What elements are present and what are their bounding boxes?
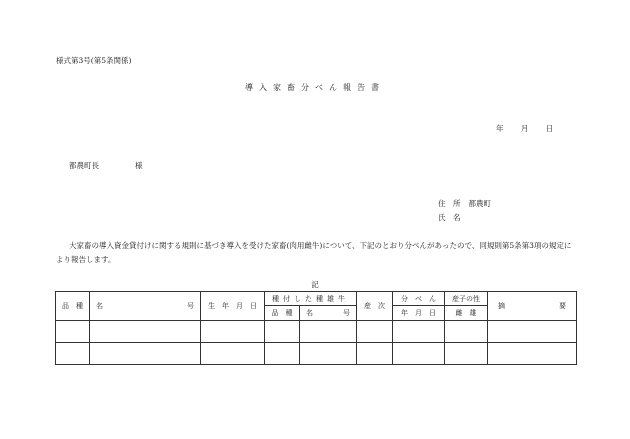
address-value: 都農町: [468, 199, 491, 208]
name-label: 氏 名: [438, 213, 461, 222]
day-label: 日: [545, 124, 554, 133]
cell-parity[interactable]: [357, 343, 393, 365]
form-number: 様式第3号(第5条関係): [56, 56, 132, 65]
header-remarks: [488, 292, 577, 321]
month-label: 月: [520, 124, 529, 133]
header-birth-date: 生 年 月 日: [201, 292, 265, 321]
document-title: 導入家畜分べん報告書: [245, 83, 385, 92]
header-remarks-2: 要: [559, 302, 566, 310]
cell-remarks[interactable]: [488, 321, 577, 343]
header-name-number: [90, 292, 201, 321]
cell-sire-name-number[interactable]: [300, 343, 357, 365]
cell-breed[interactable]: [56, 343, 90, 365]
header-calving-date: 年 月 日: [393, 306, 445, 321]
cell-parity[interactable]: [357, 321, 393, 343]
header-calf-sex: 産子の性: [445, 292, 488, 306]
addressee-honorific: 様: [135, 161, 143, 170]
header-sire-name-number: [300, 306, 357, 321]
record-label: 記: [311, 280, 319, 289]
header-parity: 産 次: [357, 292, 393, 321]
year-label: 年: [496, 124, 504, 133]
cell-calving-date[interactable]: [393, 343, 445, 365]
header-sire-number: 号: [343, 309, 350, 317]
cell-calving-date[interactable]: [393, 321, 445, 343]
header-name: 名: [96, 302, 103, 310]
applicant-name: [438, 214, 461, 222]
applicant-address: [438, 200, 491, 208]
report-table: [55, 291, 577, 365]
header-breed: 品 種: [56, 292, 90, 321]
cell-sire-breed[interactable]: [265, 321, 300, 343]
cell-name-number[interactable]: [90, 321, 201, 343]
table-row: [56, 343, 577, 365]
addressee: [69, 162, 143, 170]
header-sire-name: 名: [306, 309, 313, 317]
cell-birth-date[interactable]: [201, 321, 265, 343]
cell-breed[interactable]: [56, 321, 90, 343]
addressee-name: 都農町長: [69, 161, 99, 170]
header-calving: 分 べ ん: [393, 292, 445, 306]
date-line: [496, 125, 553, 133]
address-label: 住 所: [438, 199, 461, 208]
header-calf-sex-values: 雌 雄: [445, 306, 488, 321]
report-body: 大家畜の導入資金貸付けに関する規則に基づき導入を受けた家畜(肉用雌牛)について、下記のとおり分べんがあったので、同規則第5条第3項の規定により報告します。: [56, 241, 572, 264]
table-row: [56, 321, 577, 343]
header-sire: 種付した種雄牛: [265, 292, 357, 306]
cell-calf-sex[interactable]: [445, 321, 488, 343]
header-sire-breed: 品 種: [265, 306, 300, 321]
cell-birth-date[interactable]: [201, 343, 265, 365]
cell-name-number[interactable]: [90, 343, 201, 365]
cell-sire-breed[interactable]: [265, 343, 300, 365]
cell-remarks[interactable]: [488, 343, 577, 365]
cell-sire-name-number[interactable]: [300, 321, 357, 343]
header-remarks-1: 摘: [498, 302, 505, 310]
header-number: 号: [187, 302, 194, 310]
cell-calf-sex[interactable]: [445, 343, 488, 365]
